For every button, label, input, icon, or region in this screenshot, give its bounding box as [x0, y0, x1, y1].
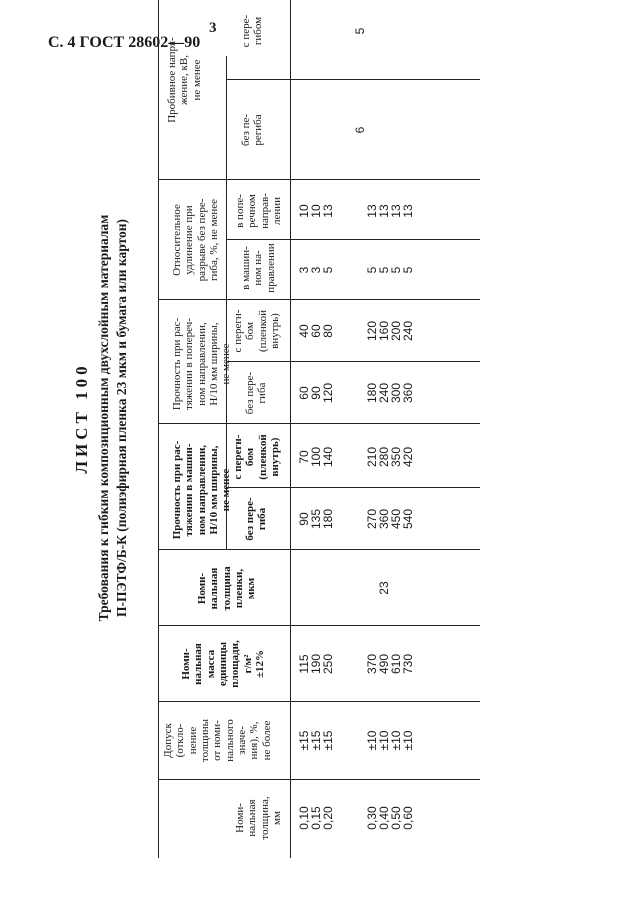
cell-mass: 115: [297, 654, 311, 674]
table-top-rule: [158, 0, 159, 858]
header-bottom-rule: [290, 0, 291, 858]
cell-strength-machine-no-fold: 180: [321, 508, 335, 530]
cell-strength-machine-fold: 140: [321, 446, 335, 468]
header-line: Номи-: [180, 648, 192, 680]
header-line: г/м²: [241, 654, 254, 674]
col-divider: [158, 179, 480, 180]
header-line: внутрь): [268, 437, 281, 477]
header-line: мм: [270, 811, 283, 825]
handwritten-mark: 3: [209, 20, 217, 36]
header-bd-with-fold: [240, 0, 265, 80]
cell-tolerance: ±15: [297, 730, 311, 751]
cell-thickness: 0,60: [401, 806, 415, 830]
cell-elongation-machine: 5: [377, 266, 391, 274]
cell-strength-machine-no-fold: 450: [389, 508, 403, 530]
header-strength-machine: [171, 430, 233, 550]
cell-strength-transverse-fold: 240: [401, 320, 415, 342]
header-line: (пленкой: [256, 310, 269, 352]
cell-strength-transverse-no-fold: 90: [309, 386, 323, 400]
header-film-thickness: [196, 552, 258, 625]
header-line: Пробивное напря-: [166, 37, 178, 123]
cell-elongation-transverse: 13: [365, 204, 379, 218]
header-sm-no-fold: [244, 488, 269, 550]
header-line: лении: [270, 196, 283, 226]
cell-strength-transverse-no-fold: 300: [389, 382, 403, 404]
cell-strength-machine-fold: 280: [377, 446, 391, 468]
film-thickness-value: 23: [377, 581, 391, 595]
header-line: Прочность при рас-: [171, 440, 183, 540]
header-line: Н/10 мм ширины,: [207, 322, 220, 406]
cell-strength-machine-no-fold: 540: [401, 508, 415, 530]
cell-elongation-machine: 5: [401, 266, 415, 274]
cell-strength-machine-no-fold: 135: [309, 508, 323, 530]
cell-thickness: 0,50: [389, 806, 403, 830]
cell-strength-machine-fold: 100: [309, 446, 323, 468]
header-line: гибом: [252, 16, 265, 46]
header-line: пленки,: [232, 568, 245, 609]
header-line: тяжении в попереч-: [183, 318, 196, 410]
cell-strength-machine-no-fold: 270: [365, 508, 379, 530]
sheet-title: ЛИСТ 100: [72, 362, 91, 474]
cell-thickness: 0,10: [297, 806, 311, 830]
header-line: гиба: [256, 507, 269, 531]
header-line: не менее: [220, 343, 233, 385]
cell-strength-transverse-no-fold: 120: [321, 382, 335, 404]
cell-strength-machine-fold: 210: [365, 446, 379, 468]
cell-thickness: 0,15: [309, 806, 323, 830]
header-line: правлении: [264, 243, 277, 293]
cell-elongation-machine: 5: [365, 266, 379, 274]
cell-strength-transverse-fold: 80: [321, 324, 335, 338]
col-divider: [158, 701, 480, 702]
header-line: ном направлении,: [195, 322, 208, 406]
cell-tolerance: ±15: [321, 730, 335, 751]
header-line: нение: [186, 726, 199, 755]
cell-strength-transverse-fold: 160: [377, 320, 391, 342]
subheader-rule: [226, 56, 227, 550]
header-line: ном направлении,: [195, 444, 208, 536]
cell-tolerance: ±10: [389, 730, 403, 751]
header-line: (пленкой: [256, 434, 269, 480]
header-line: с перегн-: [232, 309, 244, 353]
header-line: толщина: [220, 566, 233, 611]
header-tolerance: [162, 703, 273, 778]
header-line: бом: [244, 447, 257, 467]
cell-strength-transverse-no-fold: 360: [401, 382, 415, 404]
header-line: тяжении в машин-: [183, 443, 196, 537]
col-divider: [226, 79, 480, 80]
cell-strength-machine-fold: 420: [401, 446, 415, 468]
header-line: разрыве без пере-: [195, 198, 208, 282]
header-line: площади,: [229, 640, 242, 688]
header-line: толщина,: [258, 796, 271, 840]
cell-thickness: 0,30: [365, 806, 379, 830]
cell-tolerance: ±10: [377, 730, 391, 751]
cell-elongation-transverse: 10: [309, 204, 323, 218]
cell-elongation-transverse: 13: [321, 204, 335, 218]
header-line: значе-: [235, 726, 248, 755]
header-st-with-fold: [232, 300, 281, 362]
cell-strength-transverse-no-fold: 60: [297, 386, 311, 400]
cell-mass: 250: [321, 653, 335, 675]
cell-strength-machine-fold: 70: [297, 450, 311, 464]
header-line: не менее: [190, 59, 203, 101]
header-el-machine: [240, 240, 277, 296]
cell-strength-machine-fold: 350: [389, 446, 403, 468]
header-line: масса: [204, 649, 217, 679]
header-st-no-fold: [244, 362, 269, 424]
cell-strength-transverse-fold: 120: [365, 320, 379, 342]
header-suffix: —90: [168, 34, 201, 51]
rotated-table-sheet: [54, 0, 480, 858]
cell-elongation-transverse: 13: [377, 204, 391, 218]
cell-elongation-machine: 5: [321, 266, 335, 274]
cell-mass: 610: [389, 653, 403, 675]
header-mass: [180, 628, 266, 700]
header-line: (откло-: [174, 723, 187, 758]
header-el-transverse: [234, 182, 283, 240]
cell-strength-machine-no-fold: 90: [297, 512, 311, 526]
header-line: речном: [246, 194, 259, 228]
cell-elongation-machine: 3: [297, 266, 311, 274]
cell-strength-transverse-no-fold: 240: [377, 382, 391, 404]
header-line: внутрь): [268, 313, 281, 349]
col-divider: [226, 239, 480, 240]
cell-strength-machine-no-fold: 360: [377, 508, 391, 530]
header-line: толщины: [198, 718, 211, 763]
cell-mass: 190: [309, 653, 323, 675]
header-line: нальная: [192, 643, 205, 685]
header-strength-transverse: [171, 304, 233, 424]
header-line: с пере-: [240, 14, 252, 48]
header-line: удлинение при: [183, 205, 196, 275]
cell-strength-transverse-fold: 60: [309, 324, 323, 338]
header-prefix: С. 4 ГОСТ 28602: [48, 34, 169, 51]
header-line: без пе-: [240, 114, 252, 146]
header-line: Номи-: [196, 572, 208, 605]
header-line: гиба, %, не менее: [207, 198, 220, 282]
col-divider: [226, 487, 480, 488]
header-line: в попе-: [234, 194, 246, 228]
header-line: мкм: [245, 577, 258, 600]
header-line: бом: [244, 322, 257, 340]
header-line: Допуск: [162, 723, 174, 758]
breakdown-no-fold-value: 6: [353, 126, 367, 134]
header-line: Номи-: [234, 803, 246, 833]
header-breakdown: [166, 0, 203, 178]
header-line: ±12%: [253, 649, 266, 679]
header-line: в машин-: [240, 246, 252, 290]
cell-thickness: 0,40: [377, 806, 391, 830]
header-sm-with-fold: [232, 426, 281, 488]
cell-strength-transverse-fold: 40: [297, 324, 311, 338]
header-line: без пере-: [244, 497, 256, 541]
cell-elongation-transverse: 10: [297, 204, 311, 218]
cell-tolerance: ±10: [401, 730, 415, 751]
cell-thickness: 0,20: [321, 806, 335, 830]
cell-tolerance: ±10: [365, 730, 379, 751]
header-line: ном на-: [252, 250, 265, 286]
header-line: Прочность при рас-: [171, 317, 183, 411]
cell-mass: 490: [377, 653, 391, 675]
cell-elongation-machine: 3: [309, 266, 323, 274]
header-line: нальная: [208, 567, 221, 610]
col-divider: [226, 361, 480, 362]
header-elongation: [171, 182, 220, 298]
table-caption-line1: Требования к гибким композиционным двухслойным материалам: [96, 214, 111, 622]
col-divider: [158, 779, 480, 780]
cell-tolerance: ±15: [309, 730, 323, 751]
header-line: Н/10 мм ширины,: [207, 445, 220, 535]
header-line: нальная: [246, 799, 259, 837]
cell-mass: 370: [365, 653, 379, 675]
breakdown-with-fold-value: 5: [353, 27, 367, 35]
header-bd-no-fold: [240, 82, 265, 178]
header-line: ния), %,: [248, 721, 261, 760]
col-divider: [158, 625, 480, 626]
cell-strength-transverse-no-fold: 180: [365, 382, 379, 404]
cell-strength-transverse-fold: 200: [389, 320, 403, 342]
header-line: гиба: [256, 382, 269, 404]
header-line: жение, кВ,: [178, 55, 191, 105]
header-line: Относительное: [171, 204, 183, 276]
header-line: единицы: [216, 641, 229, 687]
header-line: не более: [260, 720, 273, 761]
header-line: без пере-: [244, 371, 256, 415]
cell-mass: 730: [401, 653, 415, 675]
header-line: региба: [252, 114, 265, 146]
header-nominal-thickness: [234, 782, 283, 854]
cell-elongation-machine: 5: [389, 266, 403, 274]
header-line: с перегн-: [232, 434, 244, 480]
header-line: направ-: [258, 193, 271, 229]
table-caption-line2: П-ПЭТФ/Б-К (полиэфирная пленка 23 мкм и бумага или картон): [114, 218, 129, 618]
cell-elongation-transverse: 13: [389, 204, 403, 218]
header-line: нального: [223, 719, 236, 762]
cell-elongation-transverse: 13: [401, 204, 415, 218]
header-line: не менее: [220, 468, 233, 512]
header-line: от номи-: [211, 720, 224, 761]
